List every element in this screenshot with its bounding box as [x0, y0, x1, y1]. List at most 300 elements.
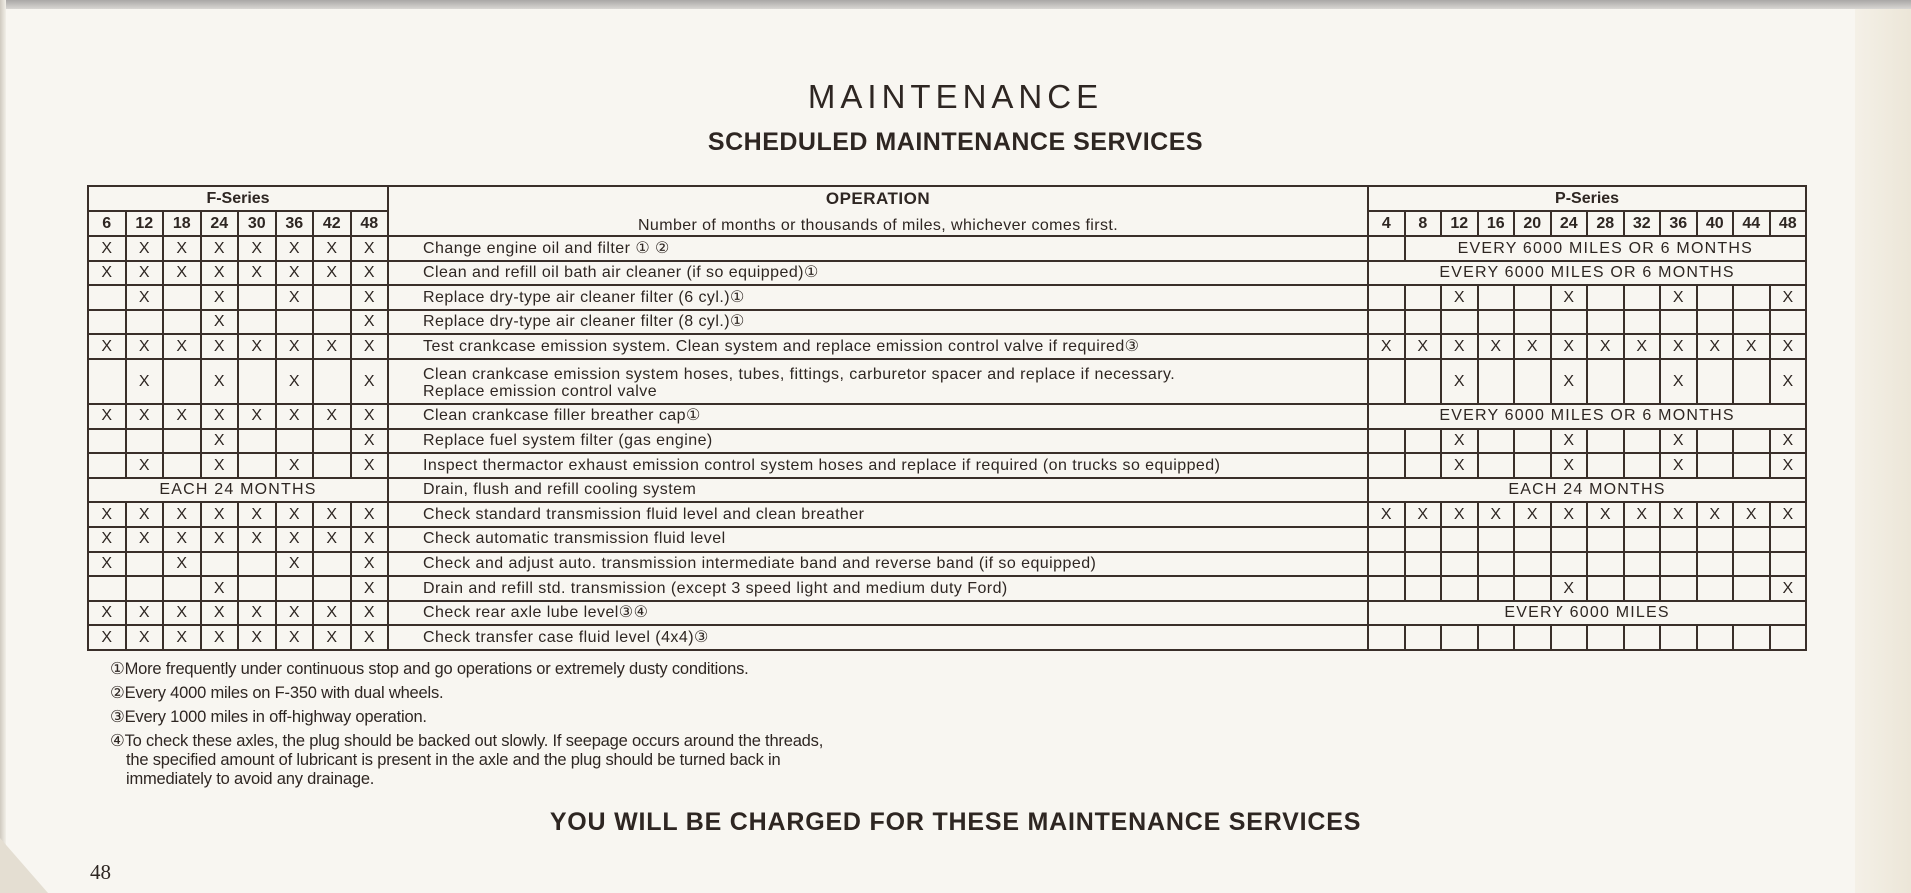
p-empty-cell — [1770, 310, 1807, 335]
p-empty-cell — [1368, 552, 1405, 577]
p-empty-cell — [1514, 552, 1551, 577]
p-check-mark: X — [1514, 502, 1551, 527]
f-empty-cell — [313, 576, 351, 601]
f-check-mark: X — [238, 625, 276, 650]
p-interval-header: 8 — [1405, 211, 1442, 236]
operation-cell — [388, 236, 1368, 261]
operation-cell — [388, 359, 1368, 404]
p-empty-cell — [1368, 236, 1405, 261]
f-check-mark: X — [126, 453, 164, 478]
f-check-mark: X — [276, 404, 314, 429]
p-check-mark: X — [1368, 334, 1405, 359]
f-check-mark: X — [276, 261, 314, 286]
table-row — [88, 527, 1806, 552]
p-interval-span: EACH 24 MONTHS — [1368, 478, 1806, 503]
f-check-mark: X — [276, 601, 314, 626]
f-empty-cell — [163, 429, 201, 454]
operation-text: Clean crankcase filler breather cap① — [423, 407, 701, 425]
p-empty-cell — [1514, 576, 1551, 601]
p-check-mark: X — [1551, 285, 1588, 310]
p-empty-cell — [1405, 359, 1442, 404]
series-header-row — [88, 186, 1806, 211]
table-row — [88, 453, 1806, 478]
f-check-mark: X — [276, 552, 314, 577]
operation-cell — [388, 576, 1368, 601]
f-interval-header: 12 — [126, 211, 164, 236]
p-empty-cell — [1733, 285, 1770, 310]
f-empty-cell — [126, 576, 164, 601]
p-empty-cell — [1697, 625, 1734, 650]
f-empty-cell — [126, 310, 164, 335]
f-interval-header: 18 — [163, 211, 201, 236]
table-row — [88, 404, 1806, 429]
p-empty-cell — [1441, 552, 1478, 577]
p-check-mark: X — [1478, 502, 1515, 527]
operation-cell — [388, 429, 1368, 454]
f-check-mark: X — [351, 552, 389, 577]
f-check-mark: X — [201, 527, 239, 552]
f-empty-cell — [88, 429, 126, 454]
f-check-mark: X — [201, 334, 239, 359]
f-empty-cell — [88, 310, 126, 335]
f-empty-cell — [163, 359, 201, 404]
p-empty-cell — [1551, 527, 1588, 552]
p-empty-cell — [1441, 576, 1478, 601]
p-empty-cell — [1660, 310, 1697, 335]
f-check-mark: X — [276, 359, 314, 404]
p-check-mark: X — [1478, 334, 1515, 359]
p-empty-cell — [1733, 359, 1770, 404]
p-empty-cell — [1368, 359, 1405, 404]
operation-header — [388, 186, 1368, 236]
f-check-mark: X — [126, 625, 164, 650]
operation-subtitle: Number of months or thousands of miles, whichever comes first. — [637, 216, 1119, 234]
p-empty-cell — [1697, 285, 1734, 310]
f-check-mark: X — [201, 601, 239, 626]
p-empty-cell — [1770, 527, 1807, 552]
operation-text: Clean crankcase emission system hoses, tubes, fittings, carburetor spacer and replace if necessary. — [423, 365, 1176, 383]
f-check-mark: X — [313, 601, 351, 626]
p-empty-cell — [1405, 310, 1442, 335]
p-empty-cell — [1405, 527, 1442, 552]
operation-cell — [388, 502, 1368, 527]
table-row — [88, 552, 1806, 577]
p-interval-span: EVERY 6000 MILES OR 6 MONTHS — [1368, 261, 1806, 286]
f-check-mark: X — [238, 236, 276, 261]
f-empty-cell — [313, 359, 351, 404]
p-empty-cell — [1514, 429, 1551, 454]
p-series-header: P-Series — [1368, 186, 1806, 211]
operation-title: OPERATION — [825, 189, 931, 208]
f-empty-cell — [88, 453, 126, 478]
f-check-mark: X — [238, 527, 276, 552]
operation-text: Drain and refill std. transmission (except 3 speed light and medium duty Ford) — [423, 579, 1008, 597]
p-empty-cell — [1405, 625, 1442, 650]
p-check-mark: X — [1660, 453, 1697, 478]
p-empty-cell — [1478, 310, 1515, 335]
f-check-mark: X — [163, 527, 201, 552]
p-empty-cell — [1624, 552, 1661, 577]
f-check-mark: X — [126, 285, 164, 310]
operation-cell — [388, 334, 1368, 359]
p-empty-cell — [1587, 625, 1624, 650]
p-empty-cell — [1405, 552, 1442, 577]
p-check-mark: X — [1624, 334, 1661, 359]
p-check-mark: X — [1587, 334, 1624, 359]
p-empty-cell — [1624, 625, 1661, 650]
p-check-mark: X — [1624, 502, 1661, 527]
operation-text: Replace fuel system filter (gas engine) — [423, 432, 713, 450]
p-check-mark: X — [1660, 285, 1697, 310]
f-check-mark: X — [126, 404, 164, 429]
f-check-mark: X — [88, 625, 126, 650]
p-check-mark: X — [1368, 502, 1405, 527]
f-check-mark: X — [126, 261, 164, 286]
f-check-mark: X — [351, 310, 389, 335]
f-empty-cell — [313, 310, 351, 335]
f-check-mark: X — [276, 625, 314, 650]
f-check-mark: X — [276, 334, 314, 359]
p-empty-cell — [1368, 625, 1405, 650]
f-check-mark: X — [126, 601, 164, 626]
operation-text: Drain, flush and refill cooling system — [423, 481, 697, 499]
p-empty-cell — [1624, 527, 1661, 552]
p-check-mark: X — [1441, 359, 1478, 404]
p-empty-cell — [1660, 527, 1697, 552]
p-empty-cell — [1441, 625, 1478, 650]
f-check-mark: X — [351, 502, 389, 527]
charged-notice: YOU WILL BE CHARGED FOR THESE MAINTENANCE SERVICES — [549, 808, 1362, 836]
operation-cell — [388, 285, 1368, 310]
f-empty-cell — [201, 552, 239, 577]
table-row — [88, 334, 1806, 359]
p-empty-cell — [1405, 453, 1442, 478]
maintenance-schedule-table — [87, 185, 1807, 651]
f-empty-cell — [163, 453, 201, 478]
f-check-mark: X — [351, 576, 389, 601]
p-empty-cell — [1514, 285, 1551, 310]
f-check-mark: X — [88, 404, 126, 429]
f-check-mark: X — [313, 261, 351, 286]
p-check-mark: X — [1770, 429, 1807, 454]
operation-cell — [388, 404, 1368, 429]
f-empty-cell — [163, 576, 201, 601]
p-check-mark: X — [1770, 334, 1807, 359]
f-empty-cell — [276, 576, 314, 601]
f-check-mark: X — [201, 625, 239, 650]
f-empty-cell — [238, 285, 276, 310]
p-empty-cell — [1697, 552, 1734, 577]
operation-text: Replace dry-type air cleaner filter (6 cyl.)① — [423, 288, 745, 306]
table-row — [88, 261, 1806, 286]
f-check-mark: X — [276, 502, 314, 527]
p-empty-cell — [1368, 285, 1405, 310]
p-empty-cell — [1624, 453, 1661, 478]
f-check-mark: X — [238, 334, 276, 359]
p-empty-cell — [1478, 552, 1515, 577]
footnote: ③Every 1000 miles in off-highway operation. — [110, 708, 427, 726]
p-check-mark: X — [1697, 334, 1734, 359]
f-check-mark: X — [201, 236, 239, 261]
p-interval-span: EVERY 6000 MILES OR 6 MONTHS — [1405, 236, 1807, 261]
f-check-mark: X — [238, 261, 276, 286]
p-check-mark: X — [1551, 359, 1588, 404]
f-empty-cell — [313, 285, 351, 310]
f-check-mark: X — [351, 236, 389, 261]
p-check-mark: X — [1660, 502, 1697, 527]
f-check-mark: X — [88, 334, 126, 359]
f-empty-cell — [238, 429, 276, 454]
f-check-mark: X — [313, 527, 351, 552]
p-check-mark: X — [1770, 576, 1807, 601]
operation-cell — [388, 478, 1368, 503]
p-empty-cell — [1478, 527, 1515, 552]
p-empty-cell — [1405, 285, 1442, 310]
p-check-mark: X — [1770, 502, 1807, 527]
p-check-mark: X — [1405, 334, 1442, 359]
operation-cell — [388, 625, 1368, 650]
p-check-mark: X — [1551, 453, 1588, 478]
p-empty-cell — [1441, 310, 1478, 335]
page-number: 48 — [90, 860, 111, 884]
operation-text: Replace dry-type air cleaner filter (8 cyl.)① — [423, 313, 745, 331]
f-check-mark: X — [313, 502, 351, 527]
f-check-mark: X — [351, 359, 389, 404]
p-empty-cell — [1478, 453, 1515, 478]
p-empty-cell — [1697, 359, 1734, 404]
f-check-mark: X — [351, 453, 389, 478]
f-interval-header: 36 — [276, 211, 314, 236]
table-row — [88, 625, 1806, 650]
f-check-mark: X — [163, 552, 201, 577]
p-empty-cell — [1368, 527, 1405, 552]
operation-text: Inspect thermactor exhaust emission control system hoses and replace if required (on trucks so equipped) — [423, 456, 1221, 474]
footnotes — [110, 660, 870, 794]
f-check-mark: X — [126, 334, 164, 359]
p-empty-cell — [1551, 310, 1588, 335]
p-check-mark: X — [1697, 502, 1734, 527]
f-check-mark: X — [351, 334, 389, 359]
p-empty-cell — [1441, 527, 1478, 552]
p-empty-cell — [1733, 527, 1770, 552]
p-empty-cell — [1733, 625, 1770, 650]
p-check-mark: X — [1514, 334, 1551, 359]
p-empty-cell — [1624, 359, 1661, 404]
p-empty-cell — [1478, 285, 1515, 310]
f-empty-cell — [88, 576, 126, 601]
f-check-mark: X — [88, 601, 126, 626]
p-interval-header: 48 — [1770, 211, 1807, 236]
operation-cell — [388, 601, 1368, 626]
operation-text: Change engine oil and filter ① ② — [423, 239, 670, 257]
p-interval-header: 44 — [1733, 211, 1770, 236]
p-empty-cell — [1478, 359, 1515, 404]
operation-text: Check automatic transmission fluid level — [423, 530, 726, 548]
f-check-mark: X — [276, 527, 314, 552]
operation-text: Replace emission control valve — [423, 383, 658, 401]
operation-cell — [388, 261, 1368, 286]
p-check-mark: X — [1770, 359, 1807, 404]
f-check-mark: X — [351, 261, 389, 286]
f-check-mark: X — [163, 261, 201, 286]
f-empty-cell — [313, 453, 351, 478]
f-check-mark: X — [163, 625, 201, 650]
p-empty-cell — [1624, 576, 1661, 601]
p-empty-cell — [1624, 429, 1661, 454]
table-row — [88, 478, 1806, 503]
f-check-mark: X — [351, 429, 389, 454]
operation-cell — [388, 527, 1368, 552]
p-check-mark: X — [1587, 502, 1624, 527]
p-empty-cell — [1368, 429, 1405, 454]
p-empty-cell — [1478, 625, 1515, 650]
p-check-mark: X — [1770, 285, 1807, 310]
f-empty-cell — [238, 310, 276, 335]
page-title: MAINTENANCE — [807, 78, 1104, 115]
p-empty-cell — [1733, 310, 1770, 335]
table-row — [88, 502, 1806, 527]
p-check-mark: X — [1405, 502, 1442, 527]
f-empty-cell — [276, 310, 314, 335]
p-empty-cell — [1514, 527, 1551, 552]
f-check-mark: X — [126, 502, 164, 527]
p-interval-header: 24 — [1551, 211, 1588, 236]
p-check-mark: X — [1551, 502, 1588, 527]
footnote: ②Every 4000 miles on F-350 with dual wheels. — [110, 684, 444, 702]
p-empty-cell — [1551, 625, 1588, 650]
p-empty-cell — [1770, 625, 1807, 650]
p-empty-cell — [1587, 576, 1624, 601]
p-interval-header: 12 — [1441, 211, 1478, 236]
p-check-mark: X — [1441, 502, 1478, 527]
table-row — [88, 576, 1806, 601]
f-check-mark: X — [276, 285, 314, 310]
f-check-mark: X — [351, 625, 389, 650]
p-check-mark: X — [1733, 502, 1770, 527]
f-check-mark: X — [201, 502, 239, 527]
f-interval-span: EACH 24 MONTHS — [88, 478, 388, 503]
f-check-mark: X — [201, 576, 239, 601]
f-empty-cell — [238, 359, 276, 404]
p-empty-cell — [1733, 576, 1770, 601]
p-empty-cell — [1587, 527, 1624, 552]
operation-cell — [388, 552, 1368, 577]
p-empty-cell — [1697, 429, 1734, 454]
f-check-mark: X — [163, 404, 201, 429]
p-empty-cell — [1770, 552, 1807, 577]
p-check-mark: X — [1660, 359, 1697, 404]
p-empty-cell — [1624, 285, 1661, 310]
f-check-mark: X — [126, 236, 164, 261]
p-empty-cell — [1405, 429, 1442, 454]
f-check-mark: X — [88, 261, 126, 286]
f-interval-header: 30 — [238, 211, 276, 236]
f-check-mark: X — [163, 334, 201, 359]
p-empty-cell — [1478, 429, 1515, 454]
f-check-mark: X — [276, 453, 314, 478]
f-check-mark: X — [201, 453, 239, 478]
p-interval-header: 20 — [1514, 211, 1551, 236]
f-empty-cell — [163, 285, 201, 310]
f-check-mark: X — [88, 552, 126, 577]
f-empty-cell — [276, 429, 314, 454]
operation-text: Check and adjust auto. transmission intermediate band and reverse band (if so equipped) — [423, 555, 1097, 573]
p-check-mark: X — [1660, 429, 1697, 454]
p-empty-cell — [1587, 453, 1624, 478]
f-check-mark: X — [238, 601, 276, 626]
p-empty-cell — [1514, 310, 1551, 335]
p-interval-header: 36 — [1660, 211, 1697, 236]
p-check-mark: X — [1441, 429, 1478, 454]
f-check-mark: X — [238, 404, 276, 429]
f-empty-cell — [238, 453, 276, 478]
f-check-mark: X — [351, 404, 389, 429]
f-empty-cell — [238, 552, 276, 577]
p-empty-cell — [1514, 625, 1551, 650]
table-row — [88, 601, 1806, 626]
p-empty-cell — [1587, 310, 1624, 335]
table-row — [88, 285, 1806, 310]
p-empty-cell — [1514, 359, 1551, 404]
f-empty-cell — [126, 552, 164, 577]
p-empty-cell — [1587, 359, 1624, 404]
f-check-mark: X — [238, 502, 276, 527]
p-interval-span: EVERY 6000 MILES OR 6 MONTHS — [1368, 404, 1806, 429]
f-check-mark: X — [313, 236, 351, 261]
f-check-mark: X — [163, 502, 201, 527]
operation-text: Check rear axle lube level③④ — [423, 604, 649, 622]
f-empty-cell — [313, 429, 351, 454]
operation-text: Check transfer case fluid level (4x4)③ — [423, 628, 709, 646]
f-interval-header: 42 — [313, 211, 351, 236]
page-subtitle: SCHEDULED MAINTENANCE SERVICES — [707, 128, 1204, 156]
p-empty-cell — [1660, 552, 1697, 577]
p-check-mark: X — [1551, 334, 1588, 359]
footnote: ④To check these axles, the plug should be backed out slowly. If seepage occurs around the threads, the specified amount of lubricant is present in the axle and the plug should be turned back in immediately to avoid any drainage. — [110, 732, 824, 788]
p-empty-cell — [1587, 552, 1624, 577]
f-check-mark: X — [126, 359, 164, 404]
f-check-mark: X — [313, 404, 351, 429]
operation-text: Test crankcase emission system. Clean system and replace emission control valve if required③ — [423, 337, 1140, 355]
p-empty-cell — [1551, 552, 1588, 577]
operation-text: Check standard transmission fluid level and clean breather — [423, 505, 865, 523]
p-interval-header: 40 — [1697, 211, 1734, 236]
f-check-mark: X — [276, 236, 314, 261]
p-empty-cell — [1368, 453, 1405, 478]
f-check-mark: X — [163, 236, 201, 261]
p-empty-cell — [1368, 576, 1405, 601]
p-interval-header: 16 — [1478, 211, 1515, 236]
f-check-mark: X — [163, 601, 201, 626]
f-series-header: F-Series — [88, 186, 388, 211]
p-check-mark: X — [1551, 429, 1588, 454]
p-empty-cell — [1587, 429, 1624, 454]
p-empty-cell — [1587, 285, 1624, 310]
p-check-mark: X — [1660, 334, 1697, 359]
f-check-mark: X — [201, 404, 239, 429]
p-empty-cell — [1624, 310, 1661, 335]
p-empty-cell — [1660, 625, 1697, 650]
page-corner-curl — [0, 838, 48, 893]
f-check-mark: X — [313, 334, 351, 359]
p-empty-cell — [1697, 576, 1734, 601]
f-check-mark: X — [201, 359, 239, 404]
f-check-mark: X — [88, 502, 126, 527]
f-check-mark: X — [201, 285, 239, 310]
p-interval-header: 28 — [1587, 211, 1624, 236]
f-check-mark: X — [351, 527, 389, 552]
f-empty-cell — [163, 310, 201, 335]
